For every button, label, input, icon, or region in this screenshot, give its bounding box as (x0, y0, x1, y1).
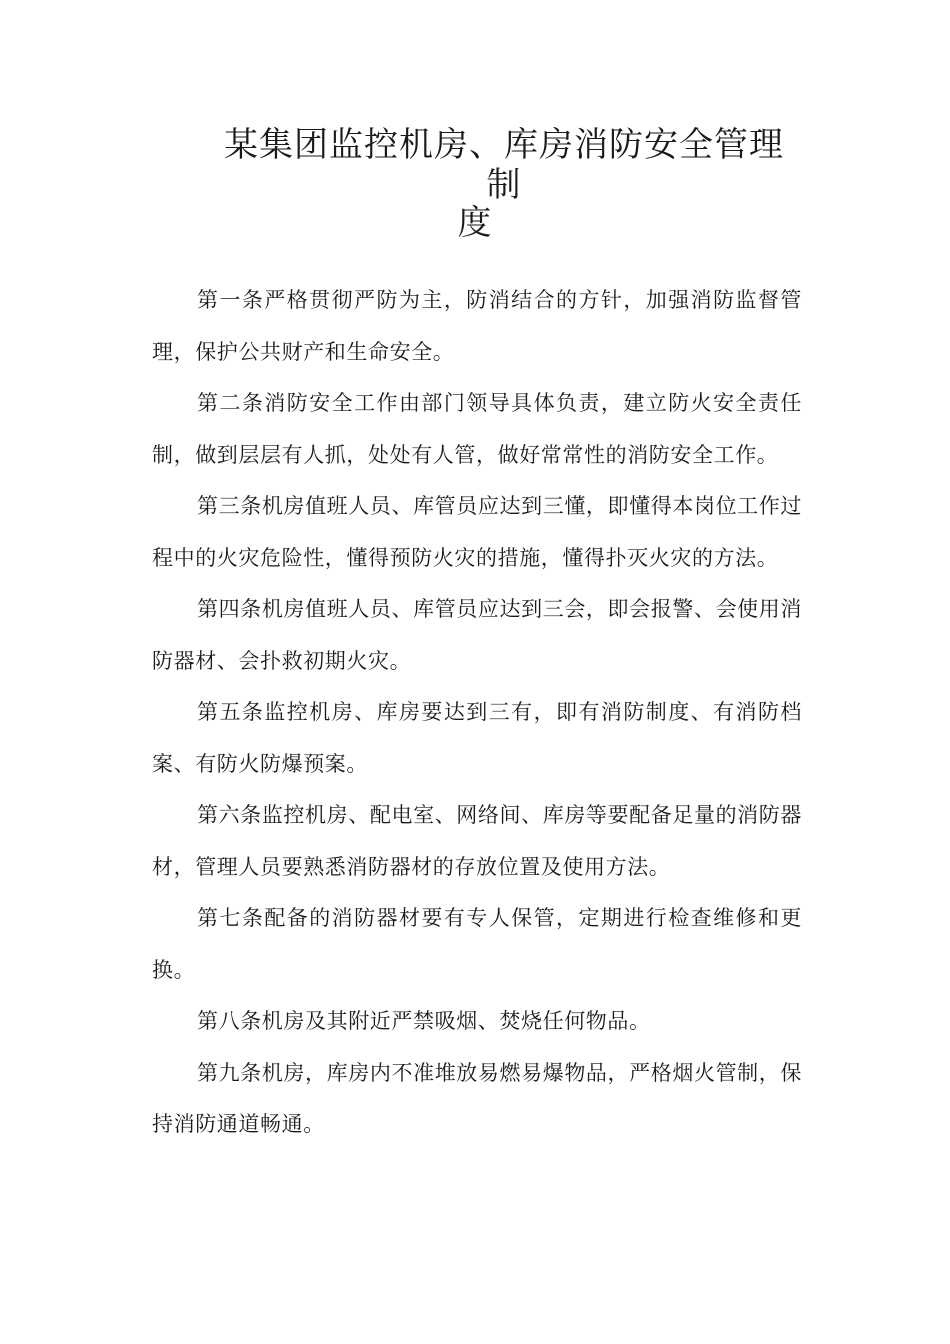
document-title-line2: 度 (457, 203, 493, 243)
article-4: 第四条机房值班人员、库管员应达到三会，即会报警、会使用消防器材、会扑救初期火灾。 (152, 597, 802, 673)
article-3: 第三条机房值班人员、库管员应达到三懂，即懂得本岗位工作过程中的火灾危险性，懂得预防火灾的措施，懂得扑灭火灾的方法。 (152, 494, 802, 570)
article-5: 第五条监控机房、库房要达到三有，即有消防制度、有消防档案、有防火防爆预案。 (152, 700, 802, 776)
article-6: 第六条监控机房、配电室、网络间、库房等要配备足量的消防器材，管理人员要熟悉消防器材的存放位置及使用方法。 (152, 803, 802, 879)
article-7: 第七条配备的消防器材要有专人保管，定期进行检查维修和更换。 (152, 906, 802, 982)
article-1: 第一条严格贯彻严防为主，防消结合的方针，加强消防监督管理，保护公共财产和生命安全。 (152, 288, 802, 364)
article-8: 第八条机房及其附近严禁吸烟、焚烧任何物品。 (197, 1009, 651, 1033)
document-title-line1: 某集团监控机房、库房消防安全管理制 (224, 125, 784, 205)
article-2: 第二条消防安全工作由部门领导具体负责，建立防火安全责任制，做到层层有人抓，处处有人管，做好常常性的消防安全工作。 (152, 391, 802, 467)
article-9: 第九条机房，库房内不准堆放易燃易爆物品，严格烟火管制，保持消防通道畅通。 (152, 1060, 802, 1136)
document-body (152, 275, 802, 1151)
